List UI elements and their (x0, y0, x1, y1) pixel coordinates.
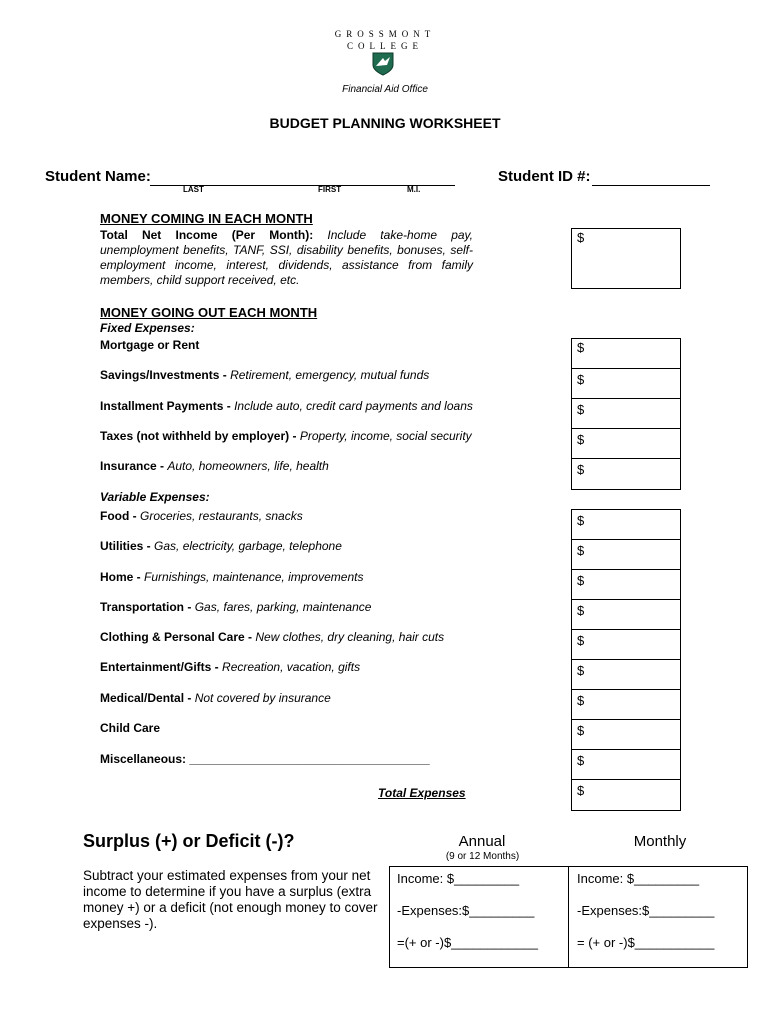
expense-label: Child Care (100, 721, 161, 735)
page-title: BUDGET PLANNING WORKSHEET (269, 115, 501, 131)
expense-description: Furnishings, maintenance, improvements (144, 570, 364, 584)
expense-description: Gas, fares, parking, maintenance (194, 600, 372, 614)
amount-box-clothing[interactable]: $ (572, 630, 680, 660)
student-name-label: Student Name: (45, 168, 151, 185)
office-name: Financial Aid Office (342, 84, 428, 95)
income-row (100, 228, 473, 288)
expense-label: Taxes (not withheld by employer) - (100, 429, 297, 443)
amount-box-entertainment[interactable]: $ (572, 660, 680, 690)
income-description: Include take-home pay, unemployment benefits, TANF, SSI, disability benefits, bonuses, self-employment income, interest, dividends, assistance from family members, child support received, etc. (100, 228, 473, 287)
student-id-field[interactable] (592, 168, 710, 186)
annual-result-field[interactable]: =(+ or -)$____________ (397, 935, 538, 950)
expense-description: Property, income, social security (299, 429, 472, 443)
income-label: Total Net Income (Per Month): (100, 228, 314, 242)
expense-description: Recreation, vacation, gifts (222, 660, 361, 674)
first-name-caption: FIRST (318, 185, 342, 194)
expense-label: Installment Payments - (100, 399, 231, 413)
misc-blank-field[interactable]: ____________________________________ (189, 752, 430, 766)
monthly-header: Monthly (633, 833, 687, 850)
amount-box-mortgage[interactable]: $ (571, 338, 681, 369)
annual-subheader: (9 or 12 Months) (445, 851, 520, 862)
variable-row-childcare (100, 721, 473, 736)
variable-expenses-label: Variable Expenses: (100, 490, 210, 504)
expense-label: Clothing & Personal Care - (100, 630, 253, 644)
total-expenses-label: Total Expenses (378, 786, 466, 800)
expense-description: Retirement, emergency, mutual funds (230, 368, 430, 382)
annual-header: Annual (458, 833, 506, 850)
income-heading: MONEY COMING IN EACH MONTH (100, 211, 313, 226)
amount-box-transportation[interactable]: $ (572, 600, 680, 630)
monthly-result-field[interactable]: = (+ or -)$___________ (577, 935, 715, 950)
fixed-row-mortgage (100, 338, 473, 353)
fixed-row-taxes (100, 429, 473, 444)
expense-label: Home - (100, 570, 141, 584)
student-name-field[interactable] (150, 168, 455, 186)
fixed-row-installment (100, 399, 473, 414)
expense-label: Entertainment/Gifts - (100, 660, 219, 674)
amount-box-savings[interactable]: $ (572, 369, 680, 399)
amount-box-insurance[interactable]: $ (577, 462, 585, 477)
expense-label: Savings/Investments - (100, 368, 227, 382)
college-name-line1: GROSSMONT (334, 29, 436, 39)
expense-label: Miscellaneous: (100, 752, 187, 766)
variable-row-utilities (100, 539, 473, 554)
amount-box-childcare[interactable]: $ (572, 720, 680, 750)
expense-description: Include auto, credit card payments and loans (234, 399, 473, 413)
annual-expenses-field[interactable]: -Expenses:$_________ (397, 903, 535, 918)
variable-row-clothing (100, 630, 473, 645)
variable-amount-group (571, 509, 681, 811)
expense-description: Groceries, restaurants, snacks (140, 509, 303, 523)
annual-income-field[interactable]: Income: $_________ (397, 871, 520, 886)
variable-row-entertainment (100, 660, 473, 675)
monthly-expenses-field[interactable]: -Expenses:$_________ (577, 903, 715, 918)
college-shield-icon (372, 52, 394, 76)
amount-box-utilities[interactable]: $ (572, 540, 680, 570)
variable-row-medical (100, 691, 473, 706)
income-amount-box[interactable]: $ (571, 228, 681, 289)
amount-box-food[interactable]: $ (572, 510, 680, 540)
expense-label: Insurance - (100, 459, 165, 473)
variable-row-misc (100, 752, 473, 767)
table-divider (568, 866, 569, 968)
expense-label: Food - (100, 509, 137, 523)
amount-box-medical[interactable]: $ (572, 690, 680, 720)
middle-initial-caption: M.I. (407, 185, 421, 194)
amount-box-home[interactable]: $ (572, 570, 680, 600)
expense-description: New clothes, dry cleaning, hair cuts (255, 630, 445, 644)
variable-row-home (100, 570, 473, 585)
surplus-deficit-title: Surplus (+) or Deficit (-)? (83, 831, 295, 851)
fixed-expenses-label: Fixed Expenses: (100, 321, 195, 335)
amount-box-taxes[interactable]: $ (572, 429, 680, 459)
amount-box-total[interactable]: $ (577, 783, 585, 798)
expense-label: Mortgage or Rent (100, 338, 200, 352)
fixed-row-savings (100, 368, 473, 383)
college-name-line2: COLLEGE (347, 41, 423, 51)
variable-row-food (100, 509, 473, 524)
expense-label: Utilities - (100, 539, 151, 553)
monthly-income-field[interactable]: Income: $_________ (577, 871, 700, 886)
last-name-caption: LAST (183, 185, 204, 194)
fixed-amount-group (571, 368, 681, 490)
expense-description: Gas, electricity, garbage, telephone (154, 539, 342, 553)
fixed-row-insurance (100, 459, 473, 474)
expense-description: Not covered by insurance (194, 691, 331, 705)
student-id-label: Student ID #: (498, 168, 591, 185)
summary-explanation: Subtract your estimated expenses from your net income to determine if you have a surplus (extra money +) or a deficit (not enough money to cover expenses -). (83, 868, 378, 931)
expense-label: Transportation - (100, 600, 192, 614)
variable-row-transportation (100, 600, 473, 615)
amount-box-installment[interactable]: $ (572, 399, 680, 429)
expense-label: Medical/Dental - (100, 691, 192, 705)
expenses-heading: MONEY GOING OUT EACH MONTH (100, 305, 318, 320)
amount-box-misc[interactable]: $ (572, 750, 680, 780)
expense-description: Auto, homeowners, life, health (167, 459, 329, 473)
